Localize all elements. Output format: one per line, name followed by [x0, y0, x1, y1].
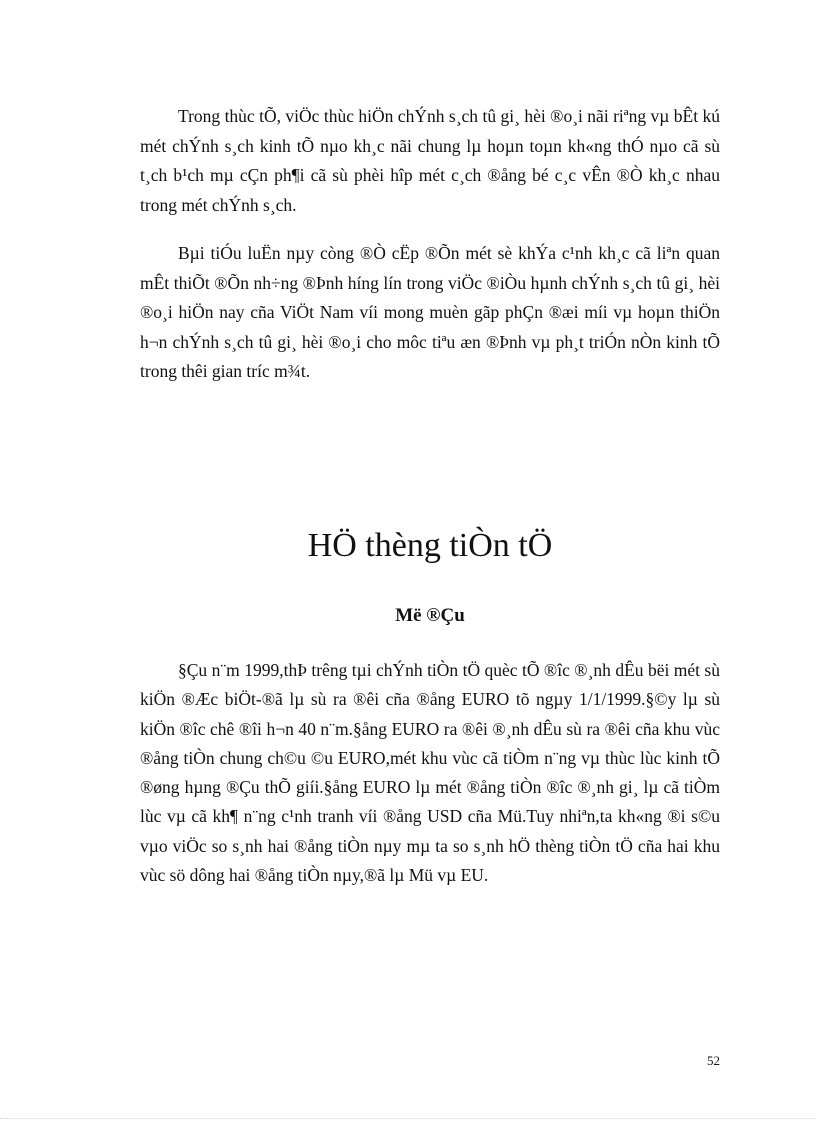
section-title: HÖ thèng tiÒn tÖ: [307, 527, 553, 564]
body-paragraph-3: §Çu n¨m 1999,thÞ trêng tµi chÝnh tiÒn tÖ quèc tÕ ®îc ®¸nh dÊu bëi mét sù kiÖn ®Æc biÖt-®ã lµ sù ra ®êi cña ®ång EURO tõ ngµy 1/1/1999.§©y lµ sù kiÖn ®îc chê ®îi h¬n 40 n¨m.§ång EURO ra ®êi ®¸nh dÊu sù ra ®êi cña khu vùc ®ång tiÒn chung ch©u ©u EURO,mét khu vùc cã tiÒm n¨ng vµ thùc lùc kinh tÕ ®øng hµng ®Çu thÕ giíi.§ång EURO lµ mét ®ång tiÒn ®îc ®¸nh gi¸ lµ cã tiÒm lùc vµ cã kh¶ n¨ng c¹nh tranh víi ®ång USD cña Mü.Tuy nhiªn,ta kh«ng ®i s©u vµo viÖc so s¸nh hai ®ång tiÒn nµy mµ ta so s¸nh hÖ thèng tiÒn tÖ cña hai khu vùc sö dông hai ®ång tiÒn nµy,®ã lµ Mü vµ EU.: [140, 660, 720, 886]
section-subtitle: Më ®Çu: [395, 605, 465, 626]
body-paragraph-2: Bµi tiÓu luËn nµy còng ®Ò cËp ®Õn mét sè khÝa c¹nh kh¸c cã liªn quan mÊt thiÕt ®Õn nh÷ng ®Þnh híng lín trong viÖc ®iÒu hµnh chÝnh s¸ch tû gi¸ hèi ®o¸i hiÖn nay cña ViÖt Nam víi mong muèn gãp phÇn ®æi míi vµ hoµn thiÖn h¬n chÝnh s¸ch tû gi¸ hèi ®o¸i cho môc tiªu æn ®Þnh vµ ph¸t triÓn nÒn kinh tÕ trong thêi gian tríc m¾t.: [140, 243, 720, 382]
body-paragraph-1: Trong thùc tÕ, viÖc thùc hiÖn chÝnh s¸ch tû gi¸ hèi ®o¸i nãi riªng vµ bÊt kú mét chÝnh s¸ch kinh tÕ nµo kh¸c nãi chung lµ hoµn toµn kh«ng thÓ nµo cã sù t¸ch b¹ch mµ cÇn ph¶i cã sù phèi hîp mét c¸ch ®ång bé c¸c vÊn ®Ò kh¸c nhau trong mét chÝnh s¸ch.: [140, 106, 720, 215]
page-bottom-divider: [0, 1118, 816, 1119]
page-number: 52: [707, 1053, 720, 1068]
